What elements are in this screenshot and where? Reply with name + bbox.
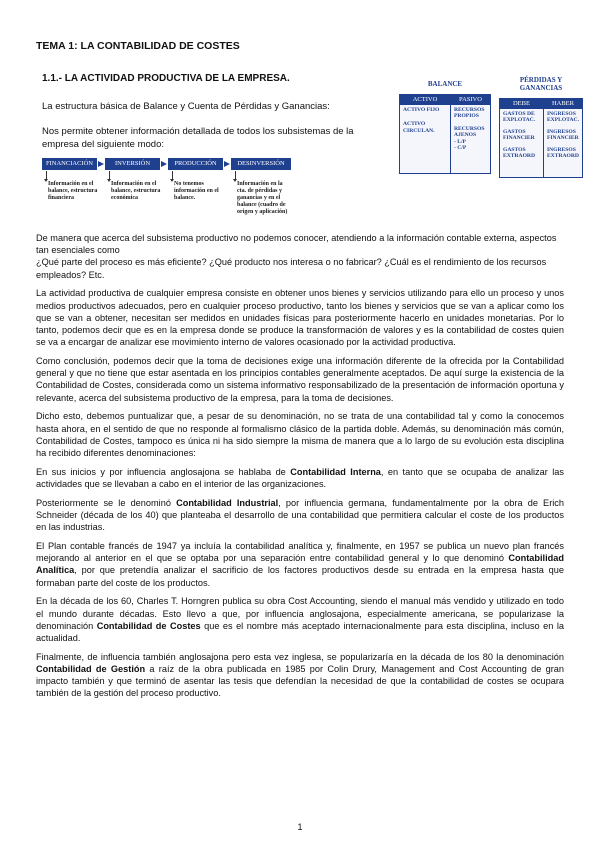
balance-table — [399, 94, 491, 174]
term-contabilidad-industrial: Contabilidad Industrial — [176, 497, 279, 508]
paragraph-text: El Plan contable francés de 1947 ya incluía la contabilidad analítica y, finalmente, en 1957 se publica un nuevo plan francés mejorando al anterior en el que se optaba por una separación entre contabilidad general y lo que denominó — [36, 541, 564, 564]
recursos-corto-plazo: - C/P — [454, 145, 467, 152]
pyg-diagram — [499, 76, 583, 178]
paragraph-text: , por influencia germana, fundamentalmente por la obra de Erich Schneider (década de los 40) que planteaba el desarrollo de una contabilidad que permitiera calcular el coste de los productos en las industrias. — [36, 497, 564, 533]
paragraph — [36, 232, 564, 281]
section-heading: 1.1.- LA ACTIVIDAD PRODUCTIVA DE LA EMPRESA. — [42, 73, 290, 84]
balance-title: BALANCE — [427, 80, 463, 88]
down-arrow-icon — [235, 171, 236, 179]
recursos-ajenos: RECURSOS AJENOS — [454, 125, 485, 139]
flow-step-inversion: INVERSIÓN — [105, 158, 160, 170]
activo-fijo: ACTIVO FIJO — [403, 107, 440, 113]
body-text — [36, 232, 564, 706]
intro-text-1: La estructura básica de Balance y Cuenta de Pérdidas y Ganancias: — [42, 101, 330, 112]
page-number: 1 — [297, 822, 303, 832]
paragraph — [36, 466, 564, 490]
paragraph-text: que es el nombre más aceptado internacionalmente para esta disciplina, incluso en la actualidad. — [36, 620, 564, 644]
ingresos-extraordinarios: INGRESOS EXTRAORD — [546, 146, 579, 160]
paragraph-text: Posteriormente se le denominó — [36, 497, 177, 508]
flow-arrow-icon — [98, 161, 104, 167]
paragraph-text: De manera que acerca del subsistema productivo no podemos conocer, atendiendo a la información contable externa, aspectos tan esenciales como — [36, 233, 557, 256]
balance-diagram — [399, 80, 491, 174]
activo-circulante: ACTIVO CIRCULAN. — [403, 121, 435, 134]
flow-arrow-icon — [161, 161, 167, 167]
paragraph-text: ¿Qué parte del proceso es más eficiente? ¿Qué producto nos interesa o no fabricar? ¿Cuál es el rendimiento de los recursos empleados? Etc. — [36, 257, 547, 280]
pyg-title-line2: GANANCIAS — [519, 84, 563, 92]
flow-desc-financiacion: Información en el balance, estructura financiera — [48, 181, 98, 201]
ingresos-explotacion: INGRESOS EXPLOTAC. — [546, 111, 580, 124]
paragraph — [36, 651, 564, 700]
paragraph — [36, 595, 564, 644]
term-contabilidad-analitica: Contabilidad Analítica — [36, 553, 564, 576]
balance-header-pasivo: PASIVO — [451, 95, 491, 105]
intro-text-2: Nos permite obtener información detallada de todos los subsistemas de la empresa del siguiente modo: — [42, 126, 354, 150]
paragraph — [36, 540, 564, 589]
paragraph-text: En la década de los 60, Charles T. Horngren publica su obra Cost Accounting, siendo el manual más vendido y utilizado en todo el mundo durante décadas. Esto llevo a que, por influencia anglosajona, especialmente americana, se popularizase la denominación — [36, 596, 564, 631]
down-arrow-icon — [109, 171, 110, 179]
recursos-propios: RECURSOS PROPIOS — [454, 107, 485, 120]
flow-desc-inversion: Información en el balance, estructura económica — [111, 181, 161, 201]
flow-desc-desinversion: Información en la cta. de pérdidas y ganancias y en el balance (cuadro de origen y aplicación) — [237, 181, 288, 215]
term-contabilidad-gestion: Contabilidad de Gestión — [36, 664, 146, 675]
flow-step-produccion: PRODUCCIÓN — [168, 158, 223, 170]
term-contabilidad-interna: Contabilidad Interna — [290, 466, 381, 477]
balance-pasivo-cell — [451, 105, 491, 174]
ingresos-financieros: INGRESOS FINANCIER — [546, 128, 579, 142]
recursos-largo-plazo: - L/P — [454, 138, 466, 145]
balance-header-activo: ACTIVO — [400, 95, 451, 105]
down-arrow-icon — [172, 171, 173, 179]
paragraph-text: , por que pretendía analizar el sacrificio de los factores productivos desde su entrada en la empresa hasta que formaban parte del coste de los productos. — [36, 565, 564, 588]
paragraph-text: Finalmente, de influencia también anglosajona pero esta vez inglesa, se popularizaría en la década de los 80 la denominación — [36, 651, 564, 662]
flow-step-financiacion: FINANCIACIÓN — [42, 158, 97, 170]
pyg-debe-cell — [500, 109, 544, 178]
gastos-financieros: GASTOS FINANCIER — [503, 128, 535, 142]
pyg-haber-cell — [543, 109, 582, 178]
flow-desc-produccion: No tenemos información en el balance. — [174, 181, 219, 201]
gastos-explotacion: GASTOS DE EXPLOTAC. — [503, 111, 536, 124]
paragraph-text: a raíz de la obra publicada en 1985 por Colin Drury, Management and Cost Accounting de gran impacto también y que terminó de asentar las tesis que defendían la necesidad de que la contabilidad de costes se ocupara también de la gestión del proceso productivo. — [36, 664, 564, 699]
pyg-header-haber: HABER — [543, 99, 582, 109]
paragraph-text: En sus inicios y por influencia anglosajona se hablaba de — [36, 466, 291, 477]
pyg-header-debe: DEBE — [500, 99, 544, 109]
down-arrow-icon — [46, 171, 47, 179]
subsystem-flow-diagram — [42, 158, 292, 238]
flow-step-desinversion: DESINVERSIÓN — [231, 158, 291, 170]
pyg-title-line1: PÉRDIDAS Y — [519, 76, 563, 84]
paragraph: Dicho esto, debemos puntualizar que, a pesar de su denominación, no se trata de una contabilidad tal y como la conocemos hasta ahora, en el sentido de que no responde al formalismo clásico de la partida doble. Además, su denominación más común, Contabilidad de Costes, tampoco es única ni ha sido siempre la misma de manera que a lo largo de su evolución esta disciplina ha recibido diferentes denominaciones: — [36, 411, 564, 459]
paragraph — [36, 497, 564, 534]
balance-activo-cell — [400, 105, 451, 174]
term-contabilidad-costes: Contabilidad de Costes — [96, 620, 201, 631]
flow-arrow-icon — [224, 161, 230, 167]
paragraph: Como conclusión, podemos decir que la toma de decisiones exige una información diferente de la ofrecida por la Contabilidad general y que no tiene que estar asentada en los principios contables generalmente aceptados. De aquí surge la existencia de la Contabilidad de Costes, considerada como un sistema informativo responsabilizado de la presentación de información oportuna y relevante, acerca del subsistema productivo de la empresa, para la toma de decisiones. — [36, 356, 564, 403]
gastos-extraordinarios: GASTOS EXTRAORD — [503, 146, 536, 160]
chapter-title: TEMA 1: LA CONTABILIDAD DE COSTES — [36, 40, 240, 52]
paragraph: La actividad productiva de cualquier empresa consiste en obtener unos bienes y servicios utilizando para ello un proceso y unos medios productivos adecuados, pero en cualquier proceso productivo, tanto los bienes y servicios que se van a aplicar como los que se van a obtener, necesitan ser medidos en unidades físicas para posteriormente hacerlo en unidades monetarias. Por lo tanto, podemos decir que es en la empresa donde se produce la transformación de valores y es la contabilidad de costes quien se va a encargar de analizar ese movimiento interno de valores ocasionado por la actividad productiva. — [36, 288, 564, 348]
pyg-table — [499, 98, 583, 178]
paragraph-text: , en tanto que se ocupaba de analizar las actividades que se llevaban a cabo en el interior de las organizaciones. — [36, 466, 564, 490]
